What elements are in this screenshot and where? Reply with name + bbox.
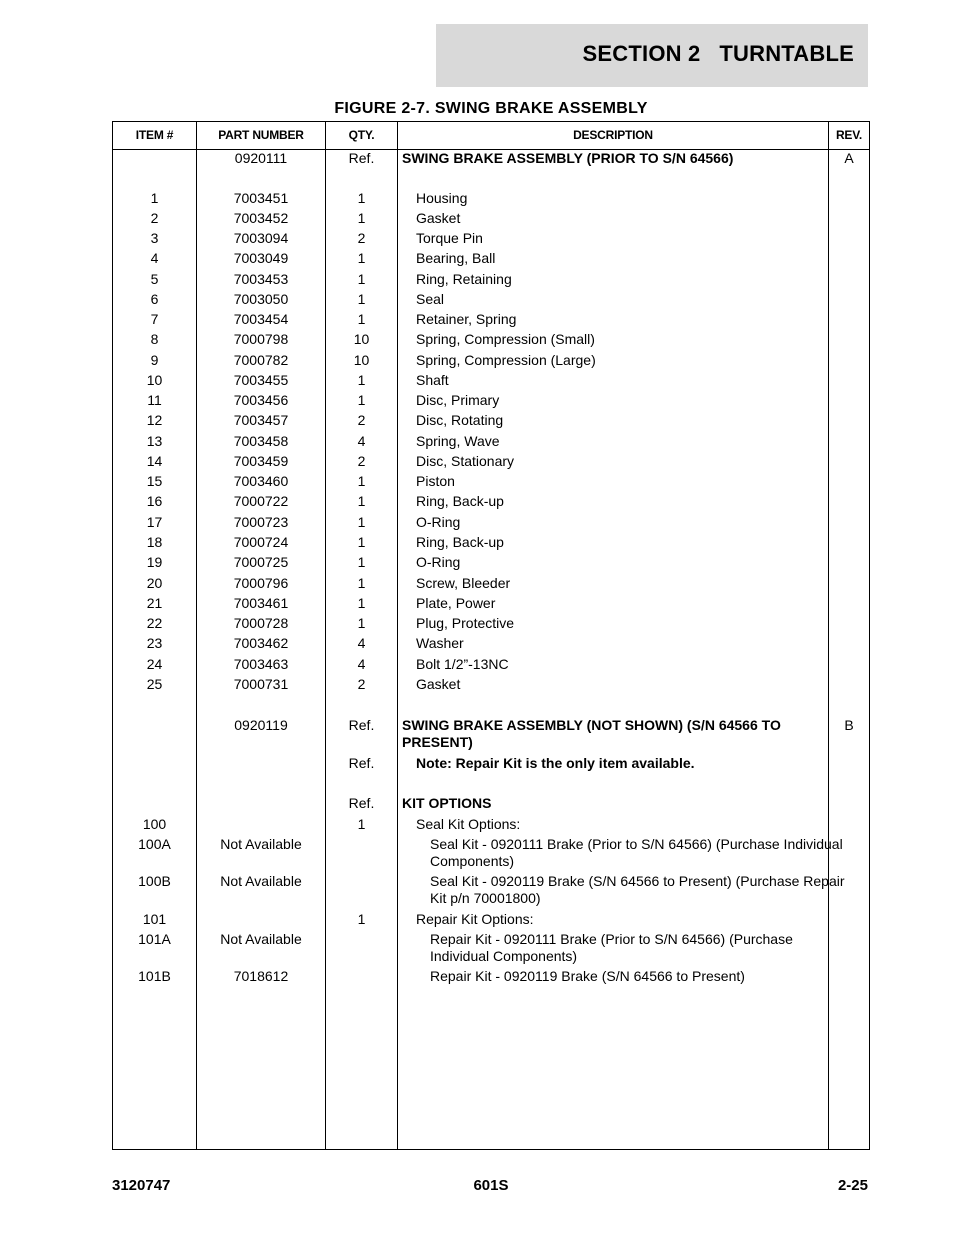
revision-cell: B	[844, 717, 854, 733]
quantity-cell: 2	[357, 676, 366, 692]
description-cell: Spring, Compression (Small)	[416, 331, 595, 347]
description-cell: Ring, Back-up	[416, 534, 504, 550]
description-cell: Screw, Bleeder	[416, 575, 511, 591]
item-number-cell: 100B	[138, 873, 171, 889]
quantity-cell: 4	[357, 656, 366, 672]
description-cell: Seal	[416, 291, 445, 307]
description-cell: Bearing, Ball	[416, 250, 496, 266]
part-number-cell: Not Available	[220, 836, 302, 852]
part-number-cell: 7000782	[233, 352, 289, 368]
part-number-cell: 0920119	[234, 717, 288, 733]
description-cell: Disc, Stationary	[416, 453, 515, 469]
part-number-cell: 7003451	[233, 190, 289, 206]
part-number-cell: 7000724	[233, 534, 289, 550]
description-cell: Gasket	[416, 676, 461, 692]
part-number-cell: 7018612	[233, 968, 289, 984]
description-cell: Repair Kit - 0920111 Brake (Prior to S/N 64566) (Purchase Individual Components)	[430, 931, 793, 964]
quantity-cell: 1	[357, 311, 366, 327]
description-cell: Spring, Compression (Large)	[416, 352, 596, 368]
description-cell: Repair Kit - 0920119 Brake (S/N 64566 to Present)	[430, 968, 745, 984]
part-number-cell: 7000798	[233, 331, 289, 347]
item-number-cell: 6	[150, 291, 159, 307]
footer-model: 601S	[473, 1177, 509, 1194]
description-cell: O-Ring	[416, 554, 461, 570]
description-cell: Disc, Rotating	[416, 412, 504, 428]
description-cell: Gasket	[416, 210, 461, 226]
item-number-cell: 5	[150, 271, 159, 287]
quantity-cell: 1	[357, 190, 366, 206]
part-number-cell: 7003050	[233, 291, 289, 307]
part-number-cell: 7003463	[233, 656, 289, 672]
quantity-cell: 1	[357, 514, 366, 530]
part-number-cell: 7003461	[233, 595, 289, 611]
quantity-cell: 1	[357, 493, 366, 509]
part-number-cell: 7003049	[233, 250, 289, 266]
part-number-cell: Not Available	[220, 931, 302, 947]
item-number-cell: 8	[150, 331, 159, 347]
description-cell: O-Ring	[416, 514, 461, 530]
item-number-cell: 18	[146, 534, 163, 550]
item-number-cell: 25	[146, 676, 163, 692]
quantity-cell: 10	[353, 331, 370, 347]
col-header-item: ITEM #	[135, 128, 174, 142]
description-cell: Plug, Protective	[416, 615, 515, 631]
part-number-cell: 7000725	[233, 554, 289, 570]
col-header-description: DESCRIPTION	[573, 128, 653, 142]
figure-title: FIGURE 2-7. SWING BRAKE ASSEMBLY	[334, 100, 648, 117]
quantity-cell: Ref.	[348, 717, 375, 733]
column-divider	[397, 122, 398, 1149]
quantity-cell: 2	[357, 230, 366, 246]
quantity-cell: 1	[357, 534, 366, 550]
quantity-cell: 2	[357, 453, 366, 469]
quantity-cell: Ref.	[348, 795, 375, 811]
part-number-cell: 7000722	[233, 493, 289, 509]
item-number-cell: 3	[150, 230, 159, 246]
description-cell: Seal Kit - 0920111 Brake (Prior to S/N 64566) (Purchase Individual Components)	[430, 836, 843, 869]
quantity-cell: 2	[357, 412, 366, 428]
item-number-cell: 7	[150, 311, 159, 327]
quantity-cell: 1	[357, 372, 366, 388]
description-cell: Torque Pin	[416, 230, 483, 246]
description-cell: Repair Kit Options:	[416, 911, 534, 927]
part-number-cell: 7000728	[233, 615, 289, 631]
part-number-cell: Not Available	[220, 873, 302, 889]
part-number-cell: 7003459	[233, 453, 289, 469]
item-number-cell: 101B	[138, 968, 171, 984]
part-number-cell: 7000723	[233, 514, 289, 530]
quantity-cell: 1	[357, 816, 366, 832]
part-number-cell: 7003460	[233, 473, 289, 489]
section-header	[436, 24, 868, 87]
part-number-cell: 7003452	[233, 210, 289, 226]
item-number-cell: 101	[142, 911, 167, 927]
item-number-cell: 10	[146, 372, 163, 388]
description-cell: Seal Kit - 0920119 Brake (S/N 64566 to Present) (Purchase Repair Kit p/n 70001800)	[430, 873, 845, 906]
quantity-cell: Ref.	[348, 755, 375, 771]
quantity-cell: 1	[357, 615, 366, 631]
item-number-cell: 23	[146, 635, 163, 651]
quantity-cell: 10	[353, 352, 370, 368]
item-number-cell: 14	[146, 453, 163, 469]
item-number-cell: 11	[147, 392, 162, 408]
description-cell: Ring, Back-up	[416, 493, 504, 509]
quantity-cell: 1	[357, 911, 366, 927]
quantity-cell: 4	[357, 635, 366, 651]
footer-page-number: 2-25	[837, 1177, 868, 1194]
quantity-cell: 1	[357, 250, 366, 266]
col-header-rev: REV.	[835, 128, 863, 142]
description-cell: SWING BRAKE ASSEMBLY (PRIOR TO S/N 64566)	[402, 150, 734, 166]
item-number-cell: 17	[146, 514, 163, 530]
item-number-cell: 9	[150, 352, 159, 368]
quantity-cell: 1	[357, 291, 366, 307]
part-number-cell: 7003456	[233, 392, 289, 408]
quantity-cell: Ref.	[348, 150, 375, 166]
item-number-cell: 15	[146, 473, 163, 489]
description-cell: Washer	[416, 635, 464, 651]
item-number-cell: 16	[146, 493, 163, 509]
quantity-cell: 1	[357, 595, 366, 611]
item-number-cell: 20	[146, 575, 163, 591]
parts-table	[112, 121, 870, 1150]
item-number-cell: 12	[146, 412, 163, 428]
col-header-qty: QTY.	[348, 128, 375, 142]
part-number-cell: 7003462	[233, 635, 289, 651]
item-number-cell: 13	[146, 433, 163, 449]
quantity-cell: 1	[357, 210, 366, 226]
description-cell: KIT OPTIONS	[402, 795, 492, 811]
item-number-cell: 100	[142, 816, 167, 832]
quantity-cell: 1	[357, 554, 366, 570]
part-number-cell: 7003458	[233, 433, 289, 449]
description-cell: Spring, Wave	[416, 433, 500, 449]
part-number-cell: 7003455	[233, 372, 289, 388]
item-number-cell: 24	[146, 656, 163, 672]
part-number-cell: 7003453	[233, 271, 289, 287]
quantity-cell: 1	[357, 575, 366, 591]
item-number-cell: 1	[150, 190, 159, 206]
part-number-cell: 7003457	[233, 412, 289, 428]
item-number-cell: 22	[146, 615, 163, 631]
footer-doc-number: 3120747	[112, 1177, 171, 1194]
quantity-cell: 1	[357, 392, 366, 408]
revision-cell: A	[844, 150, 854, 166]
quantity-cell: 1	[357, 473, 366, 489]
description-cell: Note: Repair Kit is the only item available.	[416, 755, 695, 771]
description-cell: Bolt 1/2”-13NC	[416, 656, 509, 672]
part-number-cell: 7003454	[233, 311, 289, 327]
item-number-cell: 21	[146, 595, 163, 611]
item-number-cell: 19	[146, 554, 163, 570]
item-number-cell: 100A	[138, 836, 171, 852]
description-cell: Disc, Primary	[416, 392, 500, 408]
description-cell: Ring, Retaining	[416, 271, 512, 287]
part-number-cell: 7003094	[233, 230, 289, 246]
part-number-cell: 7000796	[233, 575, 289, 591]
item-number-cell: 101A	[138, 931, 171, 947]
quantity-cell: 1	[357, 271, 366, 287]
part-number-cell: 7000731	[233, 676, 289, 692]
quantity-cell: 4	[357, 433, 366, 449]
description-cell: SWING BRAKE ASSEMBLY (NOT SHOWN) (S/N 64566 TO PRESENT)	[402, 717, 781, 750]
part-number-cell: 0920111	[234, 150, 288, 166]
item-number-cell: 2	[150, 210, 159, 226]
item-number-cell: 4	[150, 250, 159, 266]
description-cell: Housing	[416, 190, 468, 206]
section-title: SECTION 2 TURNTABLE	[582, 41, 854, 66]
description-cell: Plate, Power	[416, 595, 496, 611]
description-cell: Seal Kit Options:	[416, 816, 521, 832]
col-header-part-number: PART NUMBER	[218, 128, 304, 142]
description-cell: Retainer, Spring	[416, 311, 517, 327]
description-cell: Piston	[416, 473, 455, 489]
description-cell: Shaft	[416, 372, 449, 388]
